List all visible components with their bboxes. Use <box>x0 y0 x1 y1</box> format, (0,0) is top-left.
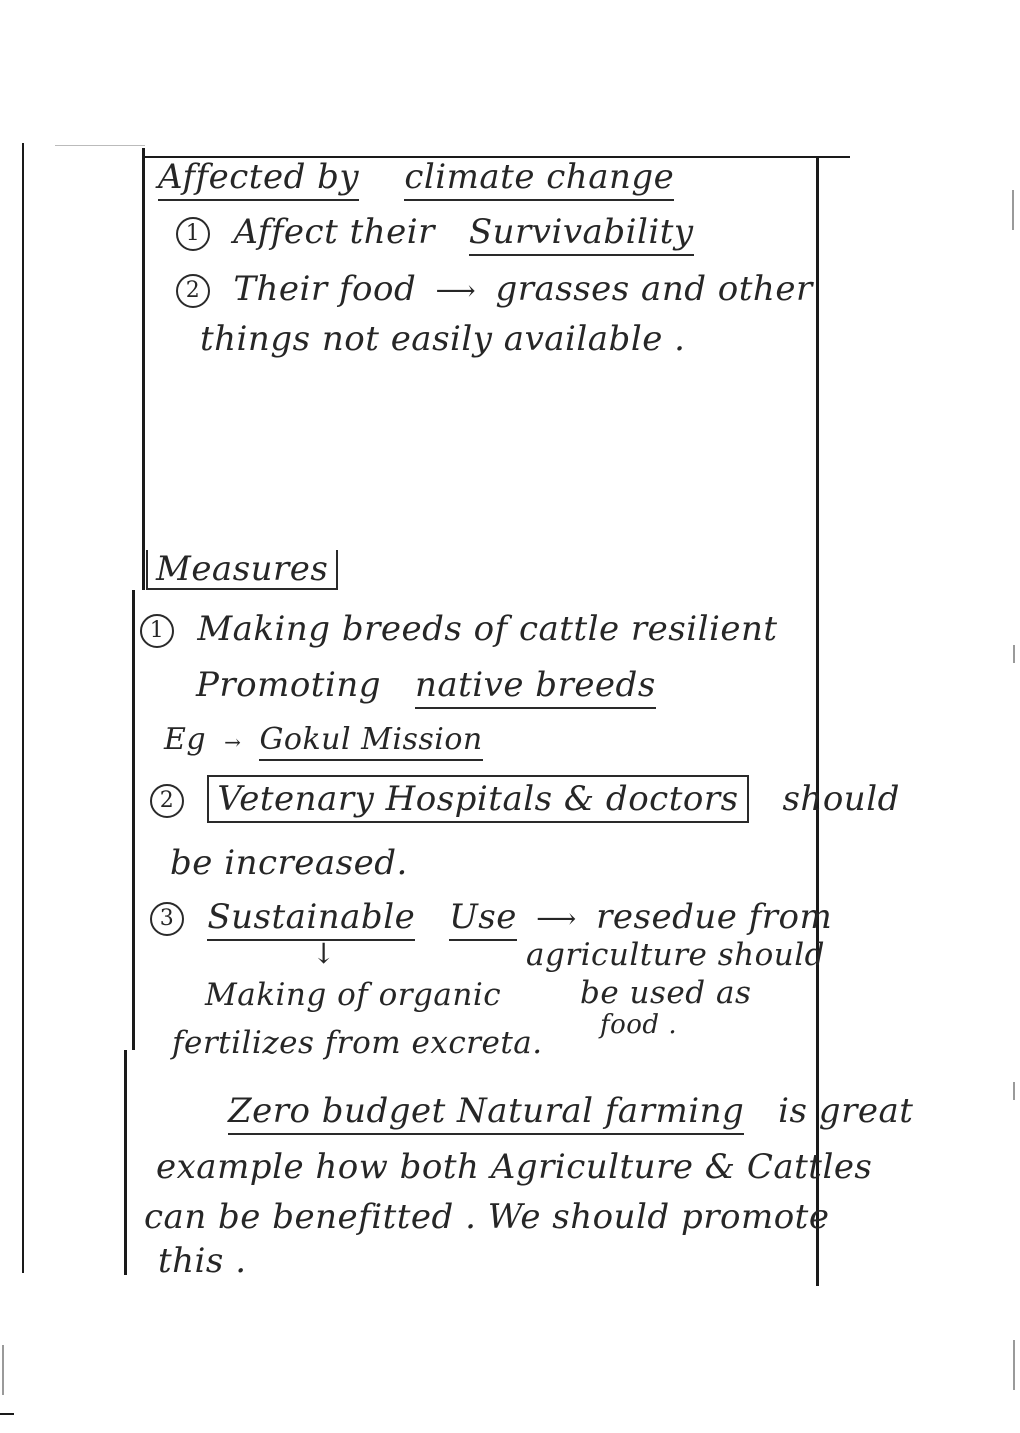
measure-item-2 <box>150 779 900 819</box>
measure-item-1-line2 <box>196 665 656 705</box>
right-arrow-icon: ⟶ <box>536 902 577 935</box>
item-text-boxed: Vetenary Hospitals & doctors <box>207 775 748 823</box>
item-number: 1 <box>176 217 210 251</box>
measure-item-3-right-2: agriculture should <box>526 937 826 973</box>
measure-item-3-left-1: Making of organic <box>205 977 502 1013</box>
scan-mark <box>1013 645 1015 663</box>
item-text-underlined: Sustainable <box>207 897 415 941</box>
measure-item-1-example <box>164 722 483 757</box>
section-heading-measures: Measures <box>146 550 338 590</box>
corner-mark <box>0 1413 14 1415</box>
item-number: 1 <box>140 614 174 648</box>
item-number: 2 <box>176 274 210 308</box>
item-text: Affect their <box>233 212 435 252</box>
item-text: Their food <box>233 269 417 309</box>
list-item-survivability <box>176 212 694 252</box>
example-prefix: Eg <box>164 722 207 757</box>
zbnf-line-4: this . <box>158 1241 247 1281</box>
measure-item-3-left-2: fertilizes from excreta. <box>172 1025 543 1061</box>
measure-item-3-right-3: be used as <box>580 975 752 1011</box>
measure-item-1 <box>140 609 778 649</box>
left-margin-line <box>22 143 24 1273</box>
item-text-underlined: Survivability <box>469 212 694 256</box>
scan-mark <box>1013 1082 1015 1100</box>
inner-margin-line-bottom <box>124 1050 127 1275</box>
item-text: resedue from <box>596 897 833 937</box>
item-number: 3 <box>150 902 184 936</box>
scan-mark <box>2 1345 4 1395</box>
measure-item-3 <box>150 897 833 937</box>
item-text: Promoting <box>196 665 382 705</box>
zbnf-text: is great <box>778 1091 914 1131</box>
zbnf-line-2: example how both Agriculture & Cattles <box>156 1147 873 1187</box>
item-number: 2 <box>150 784 184 818</box>
example-text: Gokul Mission <box>259 722 482 761</box>
measure-item-3-right-4: food . <box>600 1010 678 1040</box>
item-text: grasses and other <box>495 269 813 309</box>
item-text: should <box>782 779 900 819</box>
down-arrow-icon: ↓ <box>312 937 336 970</box>
heading-part-climate: climate change <box>404 157 674 201</box>
scan-mark <box>1012 190 1014 230</box>
zbnf-underlined: Zero budget Natural farming <box>228 1091 744 1135</box>
top-rule-line <box>55 145 145 146</box>
measure-item-2-line2: be increased. <box>170 843 408 883</box>
list-item-food-continued: things not easily available . <box>200 319 686 359</box>
scan-mark <box>1013 1340 1015 1390</box>
zbnf-line-1 <box>228 1091 914 1131</box>
inner-margin-line-lower <box>132 590 135 1050</box>
right-arrow-icon: → <box>224 730 242 754</box>
list-item-food <box>176 269 813 309</box>
item-text-underlined: Use <box>449 897 517 941</box>
inner-margin-line <box>142 148 145 590</box>
zbnf-line-3: can be benefitted . We should promote <box>144 1197 830 1237</box>
heading-part-affected: Affected by <box>158 157 359 201</box>
item-text: Making breeds of cattle resilient <box>197 609 778 649</box>
right-arrow-icon: ⟶ <box>435 274 477 307</box>
section-heading-affected <box>158 157 675 197</box>
item-text-underlined: native breeds <box>415 665 656 709</box>
